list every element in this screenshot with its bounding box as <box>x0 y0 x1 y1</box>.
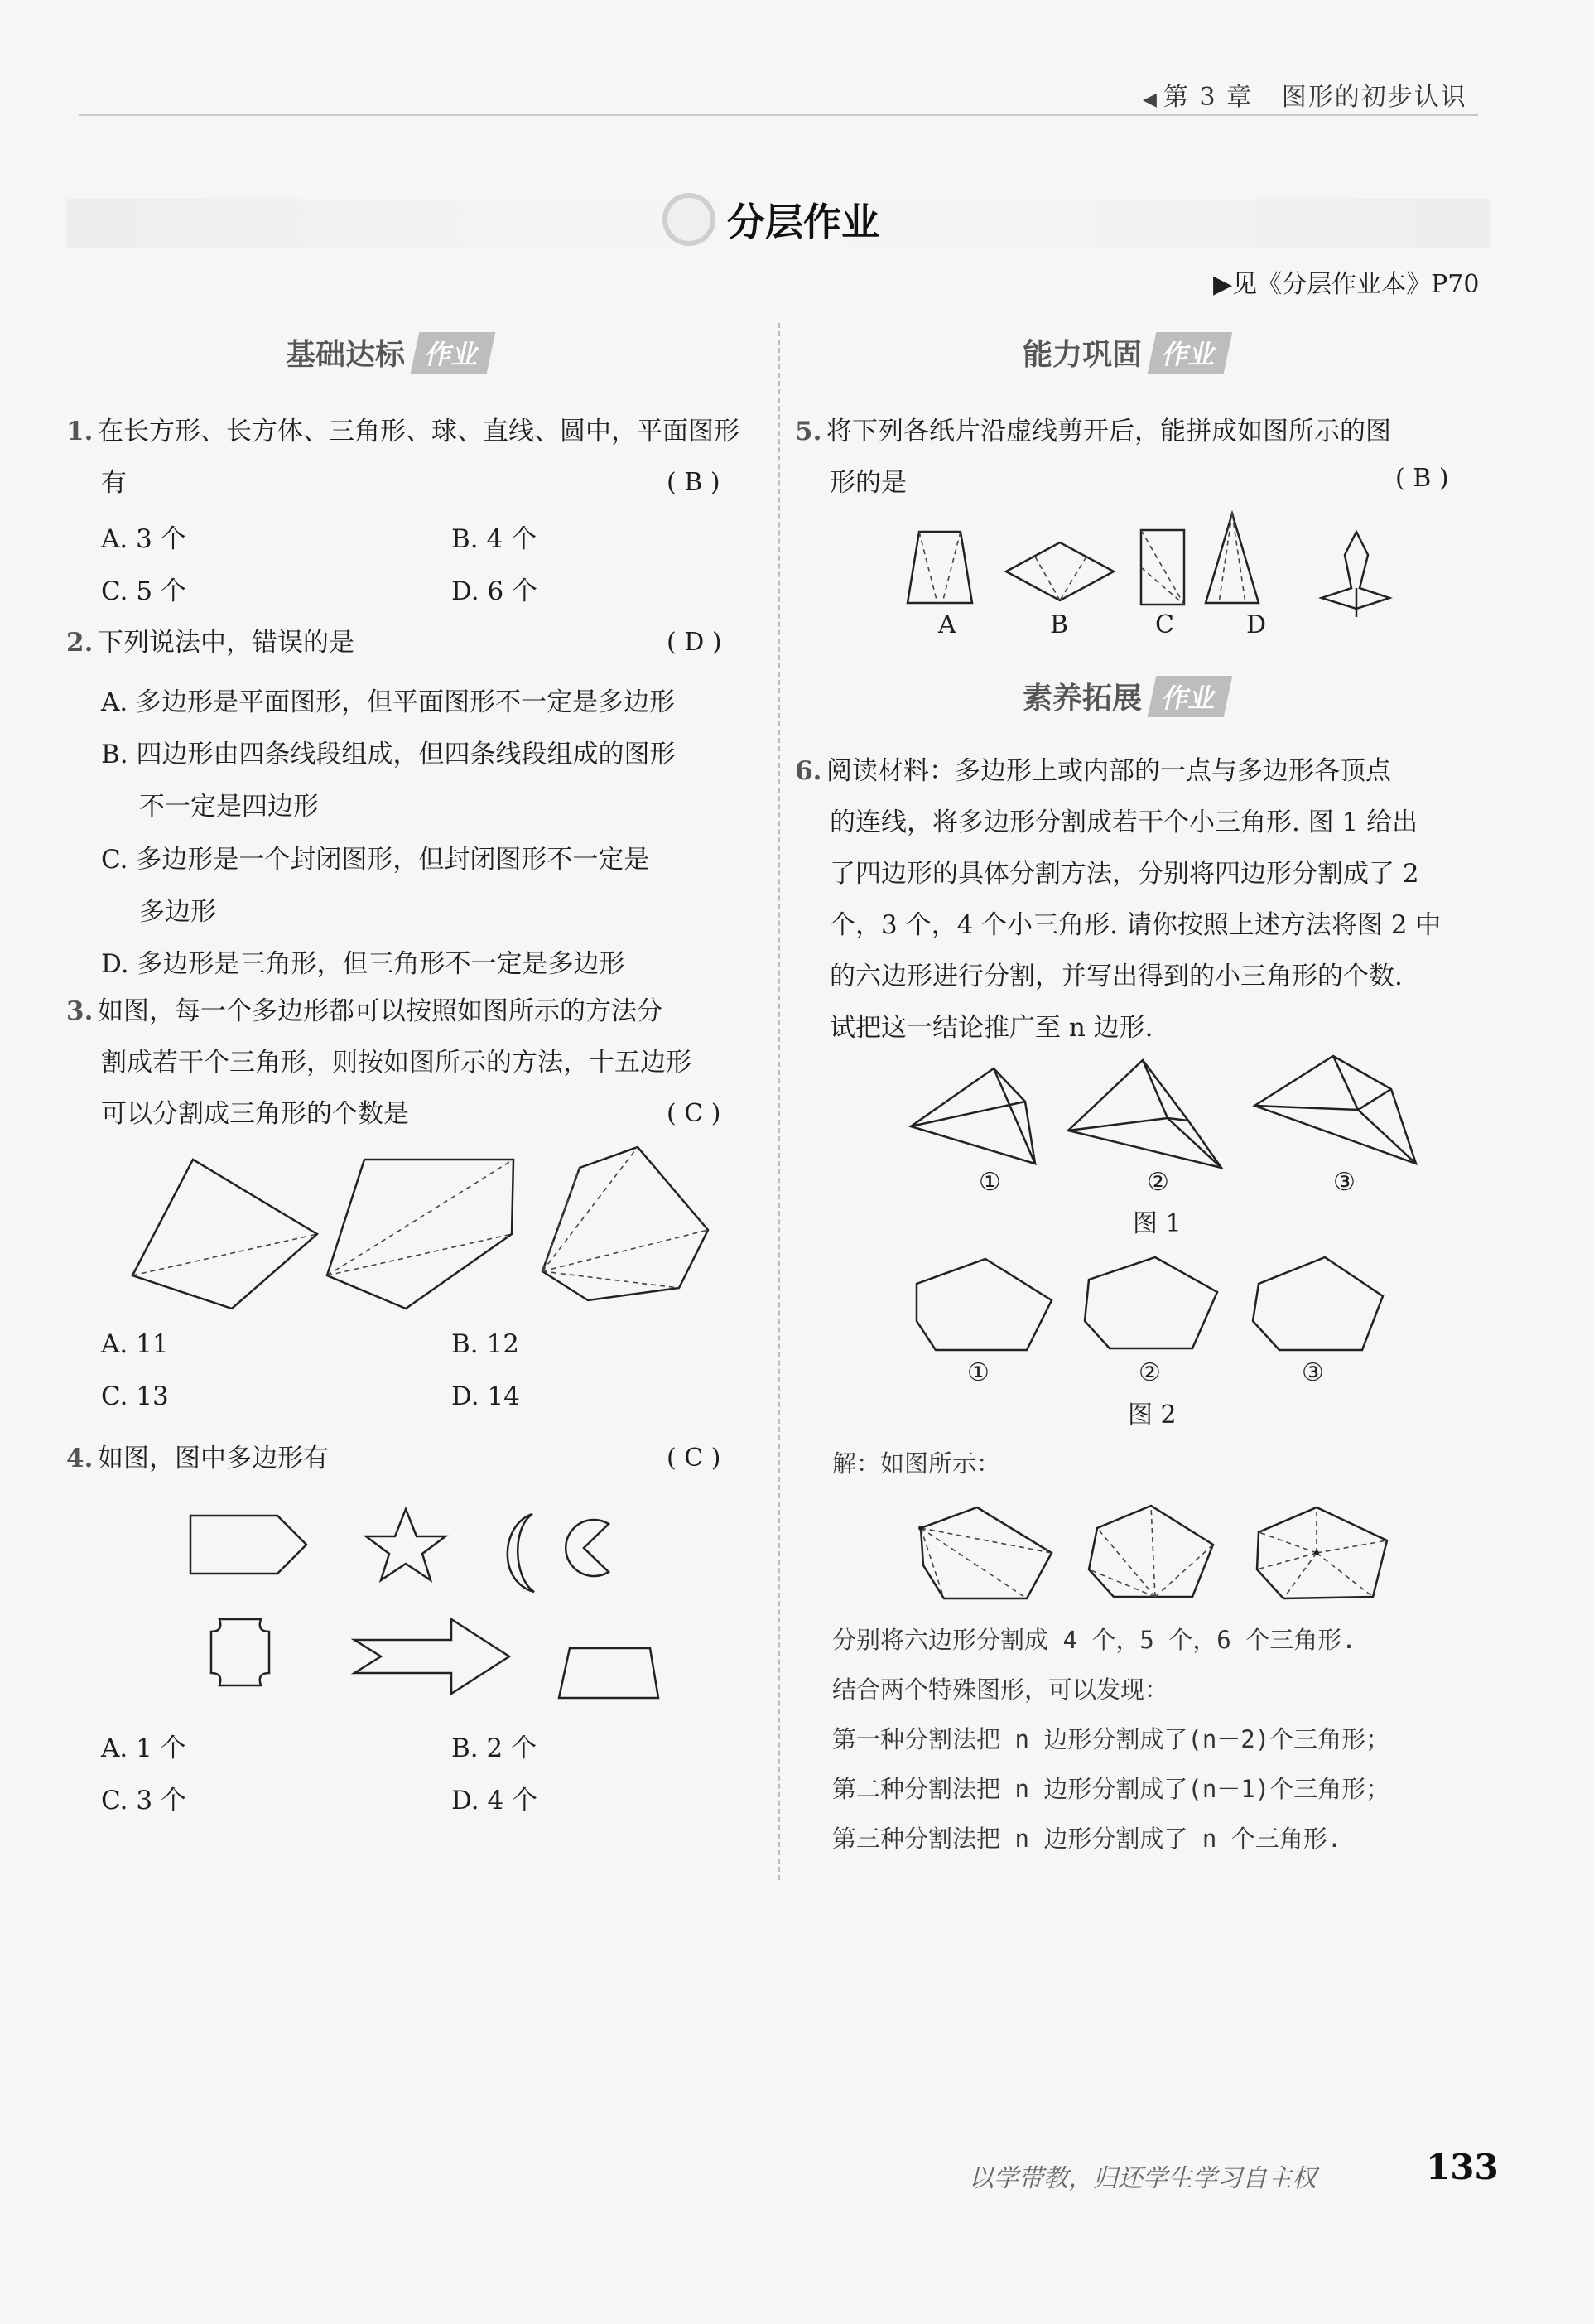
solution-line-3: 第一种分割法把 n 边形分割成了(n－2)个三角形； <box>832 1725 1390 1753</box>
fig2-caption: 图 2 <box>1128 1401 1177 1430</box>
q5-piece-b <box>1006 542 1114 600</box>
q4-option-b: B. 2 个 <box>451 1733 537 1763</box>
fig2-label-2: ② <box>1139 1358 1161 1387</box>
solution-line-2: 结合两个特殊图形，可以发现： <box>832 1675 1169 1704</box>
q2-option-c-2: 多边形 <box>139 897 216 927</box>
q2-number: 2. <box>66 628 94 658</box>
fig1-quad-3 <box>1254 1056 1416 1164</box>
q3-option-a: A. 11 <box>101 1329 169 1359</box>
footer-slogan: 以学带教，归还学生学习自主权 <box>969 2164 1317 2193</box>
q2-option-d: D. 多边形是三角形，但三角形不一定是多边形 <box>101 949 625 979</box>
page-number: 133 <box>1426 2147 1499 2187</box>
q6-text-1: 阅读材料：多边形上或内部的一点与多边形各顶点 <box>826 756 1391 786</box>
q1-text-1: 在长方形、长方体、三角形、球、直线、圆中，平面图形 <box>98 417 739 446</box>
q5-answer: ( B ) <box>1395 464 1449 493</box>
q4-shapes-figure <box>166 1499 696 1731</box>
q5-number: 5. <box>795 417 822 446</box>
q2-option-b-2: 不一定是四边形 <box>139 792 319 822</box>
reference-note <box>1213 263 1479 300</box>
trapezoid-shape <box>559 1648 658 1698</box>
q1-line1 <box>66 406 739 457</box>
fig2-label-3: ③ <box>1302 1358 1324 1387</box>
q1-number: 1. <box>66 417 94 446</box>
q3-line2: 割成若干个三角形，则按如图所示的方法，十五边形 <box>101 1048 691 1078</box>
arrow-shape <box>354 1619 509 1694</box>
solution-hexagon-2 <box>1089 1506 1213 1597</box>
solution-line-4: 第二种分割法把 n 边形分割成了(n－1)个三角形； <box>832 1775 1390 1803</box>
octagon-shape <box>211 1619 269 1685</box>
q2-text: 下列说法中，错误的是 <box>98 628 354 658</box>
chapter-header <box>1143 76 1467 113</box>
q2-option-a: A. 多边形是平面图形，但平面图形不一定是多边形 <box>101 687 676 717</box>
fig1-caption: 图 1 <box>1133 1209 1182 1238</box>
q5-label-b: B <box>1050 610 1069 639</box>
q3-line3: 可以分割成三角形的个数是 <box>101 1099 409 1129</box>
fig2-hexagon-1 <box>917 1259 1052 1350</box>
fig1-label-2: ② <box>1147 1168 1169 1197</box>
fig1-label-3: ③ <box>1333 1168 1356 1197</box>
q1-option-c: C. 5 个 <box>101 576 186 606</box>
fig1-label-1: ① <box>979 1168 1001 1197</box>
q3-option-c: C. 13 <box>101 1381 169 1411</box>
q2-option-b-1: B. 四边形由四条线段组成，但四条线段组成的图形 <box>101 740 676 769</box>
q6-line5: 的六边形进行分割，并写出得到的小三角形的个数. <box>830 962 1403 991</box>
q6-number: 6. <box>795 756 822 786</box>
section-ability-name: 能力巩固 <box>1023 338 1143 372</box>
q6-line1 <box>795 745 1391 797</box>
section-basic <box>286 331 491 374</box>
q5-piece-d <box>1206 513 1259 603</box>
fig2-label-1: ① <box>967 1358 990 1387</box>
q5-label-c: C <box>1155 610 1174 639</box>
q1-option-d: D. 6 个 <box>451 576 538 606</box>
q2-stem <box>66 617 354 668</box>
q6-line4: 个，3 个，4 个小三角形. 请你按照上述方法将图 2 中 <box>830 910 1442 940</box>
solution-figure <box>911 1499 1408 1611</box>
q3-quadrilateral <box>132 1160 317 1309</box>
triangle-left-icon: ◀ <box>1143 89 1158 110</box>
section-ability-tag: 作业 <box>1148 332 1233 374</box>
fig1-quad-1 <box>911 1068 1035 1164</box>
section-extend-tag: 作业 <box>1148 676 1233 717</box>
q4-answer: ( C ) <box>667 1444 721 1473</box>
chapter-number: 第 3 章 <box>1163 83 1254 112</box>
q3-polygons-figure <box>116 1143 745 1325</box>
section-basic-name: 基础达标 <box>286 338 406 372</box>
q4-number: 4. <box>66 1444 94 1473</box>
q1-option-a: A. 3 个 <box>101 524 186 554</box>
q5-piece-a <box>908 532 972 603</box>
q3-answer: ( C ) <box>667 1099 721 1128</box>
fig1-quad-2 <box>1068 1060 1221 1168</box>
section-ability <box>1023 331 1228 374</box>
title-circle-icon <box>662 193 715 246</box>
q3-line1 <box>66 986 662 1037</box>
q2-option-c-1: C. 多边形是一个封闭图形，但封闭图形不一定是 <box>101 845 650 875</box>
q4-stem <box>66 1433 329 1484</box>
q4-option-a: A. 1 个 <box>101 1733 186 1763</box>
crescent-shape <box>508 1514 534 1592</box>
q6-line6: 试把这一结论推广至 n 边形. <box>830 1013 1153 1043</box>
q3-text-1: 如图，每一个多边形都可以按照如图所示的方法分 <box>98 996 662 1026</box>
solution-intro: 解：如图所示： <box>832 1449 1001 1478</box>
header-rule <box>79 114 1478 116</box>
q3-number: 3. <box>66 996 94 1026</box>
q5-line2: 形的是 <box>830 468 907 498</box>
section-basic-tag: 作业 <box>411 332 496 374</box>
fig2-hexagon-3 <box>1253 1257 1383 1350</box>
q4-text: 如图，图中多边形有 <box>98 1444 329 1473</box>
solution-line-5: 第三种分割法把 n 边形分割成了 n 个三角形. <box>832 1825 1342 1853</box>
star-shape <box>366 1509 445 1580</box>
column-divider <box>778 323 780 1880</box>
notched-circle-shape <box>566 1520 609 1576</box>
solution-hexagon-1 <box>918 1507 1052 1598</box>
section-extend-name: 素养拓展 <box>1023 682 1143 716</box>
q5-label-a: A <box>938 610 956 639</box>
solution-line-1: 分别将六边形分割成 4 个，5 个，6 个三角形. <box>832 1626 1356 1654</box>
q6-figure-2 <box>907 1251 1420 1358</box>
q5-piece-c <box>1141 530 1184 605</box>
q1-answer: ( B ) <box>667 468 720 497</box>
q6-figure-1 <box>894 1048 1424 1180</box>
fig2-hexagon-2 <box>1085 1257 1217 1348</box>
reference-text: 见《分层作业本》P70 <box>1232 270 1480 299</box>
solution-hexagon-3 <box>1257 1507 1387 1598</box>
page-title-text: 分层作业 <box>727 200 879 244</box>
triangle-right-icon: ▶ <box>1213 270 1233 299</box>
q2-answer: ( D ) <box>667 628 722 657</box>
q6-line3: 了四边形的具体分割方法，分别将四边形分割成了 2 <box>830 859 1419 889</box>
q3-pentagon <box>327 1160 513 1309</box>
pentagon-arrow-shape <box>190 1516 306 1574</box>
q5-label-d: D <box>1246 610 1267 639</box>
q4-option-c: C. 3 个 <box>101 1786 186 1815</box>
q5-target-shape <box>1322 532 1389 617</box>
q6-line2: 的连线，将多边形分割成若干个小三角形. 图 1 给出 <box>830 808 1418 837</box>
page-title <box>662 192 879 247</box>
q3-option-d: D. 14 <box>451 1381 520 1411</box>
q5-text-1: 将下列各纸片沿虚线剪开后，能拼成如图所示的图 <box>826 417 1391 446</box>
q1-line2: 有 <box>101 468 127 498</box>
q1-option-b: B. 4 个 <box>451 524 537 554</box>
chapter-title: 图形的初步认识 <box>1281 83 1467 112</box>
section-extend <box>1023 675 1228 717</box>
q5-line1 <box>795 406 1391 457</box>
q3-hexagon <box>542 1147 708 1300</box>
q4-option-d: D. 4 个 <box>451 1786 538 1815</box>
q3-option-b: B. 12 <box>451 1329 519 1359</box>
